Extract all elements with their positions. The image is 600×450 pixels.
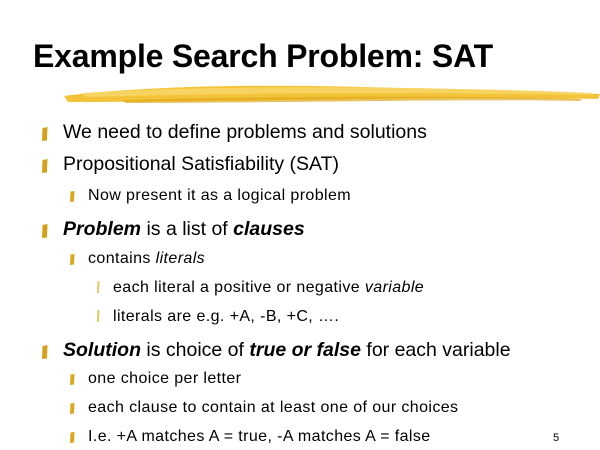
line-text: each literal a positive or negative: [113, 279, 365, 296]
bullet-line-9: [70, 370, 241, 388]
bullet-line-11: [70, 428, 431, 446]
bullet-marker-level2: [70, 401, 75, 412]
bullet-marker-level1: [42, 124, 48, 138]
slide-title: Example Search Problem: SAT: [33, 38, 493, 74]
bullet-line-4: [42, 218, 305, 241]
page-number: 5: [553, 432, 560, 444]
term-literals: literals: [155, 250, 206, 267]
bullet-marker-level3: [97, 280, 100, 292]
bullet-marker-level1: [42, 221, 48, 235]
line-text: literals are e.g. +A, -B, +C, ….: [113, 308, 340, 325]
line-text: We need to define problems and solutions: [63, 121, 427, 143]
line-text: is choice of: [140, 339, 250, 361]
line-text: I.e. +A matches A = true, -A matches A = false: [88, 428, 431, 445]
line-text: Propositional Satisfiability (SAT): [63, 153, 339, 175]
term-variable: variable: [364, 279, 425, 296]
bullet-line-6: [97, 279, 424, 297]
bullet-marker-level2: [70, 252, 75, 263]
line-text: each clause to contain at least one of our choices: [88, 399, 459, 416]
bullet-line-8: [42, 339, 511, 362]
bullet-line-1: [42, 121, 427, 144]
title-underline-brush: [62, 78, 600, 108]
bullet-marker-level1: [42, 342, 48, 356]
bullet-line-7: [97, 308, 339, 326]
bullet-marker-level2: [70, 430, 75, 441]
bullet-line-3: [70, 187, 351, 205]
bullet-marker-level2: [70, 189, 75, 200]
term-clauses: clauses: [233, 218, 305, 240]
bullet-line-10: [70, 399, 458, 417]
line-text: contains: [88, 250, 156, 267]
term-solution: Solution: [63, 339, 141, 361]
bullet-marker-level1: [42, 156, 48, 170]
bullet-marker-level3: [97, 309, 100, 321]
bullet-line-5: [70, 250, 205, 268]
line-text: Now present it as a logical problem: [88, 187, 352, 204]
term-true-or-false: true or false: [249, 339, 361, 361]
line-text: is a list of: [141, 218, 234, 240]
line-text: one choice per letter: [88, 370, 242, 387]
bullet-line-2: [42, 153, 339, 176]
line-text: for each variable: [361, 339, 511, 361]
bullet-marker-level2: [70, 372, 75, 383]
term-problem: Problem: [63, 218, 142, 240]
